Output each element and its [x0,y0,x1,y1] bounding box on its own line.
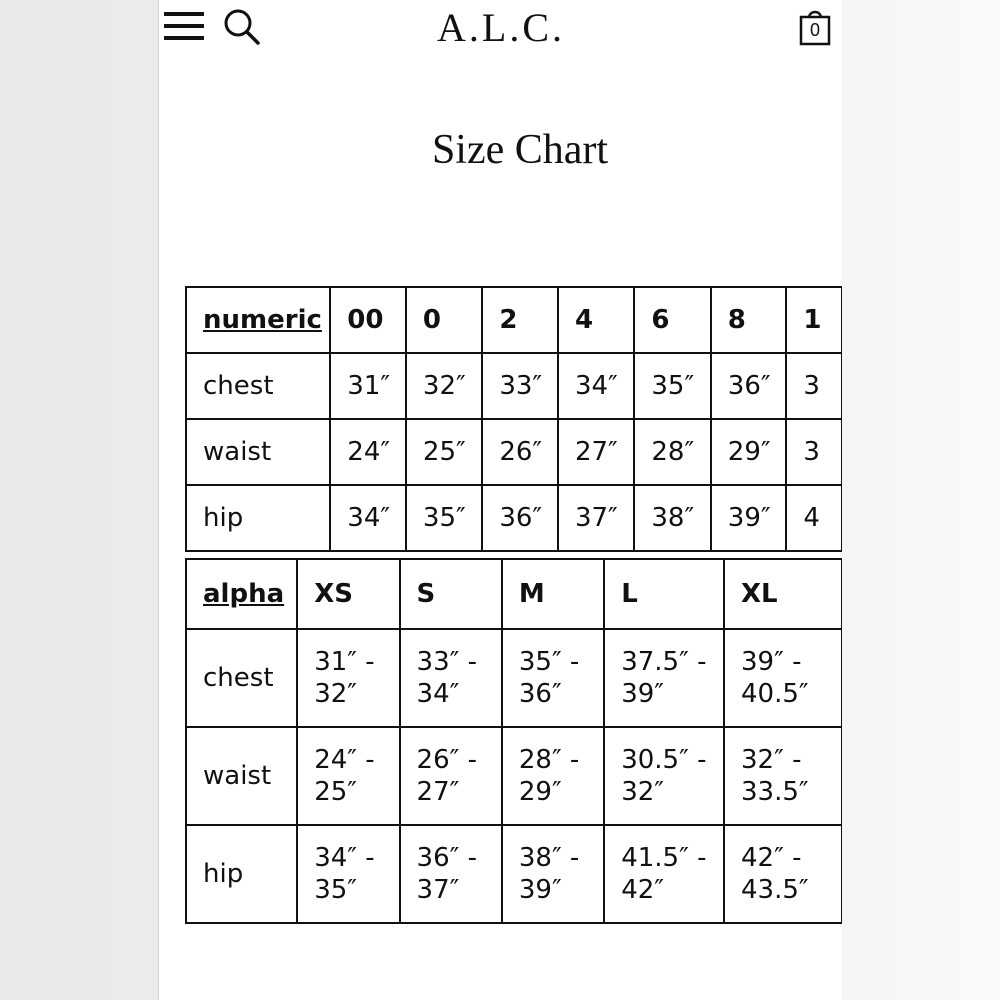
measurement-label: hip [186,485,330,551]
table-cell: 37.5″ - 39″ [604,629,724,727]
size-header: 2 [482,287,558,353]
table-cell: 26″ [482,419,558,485]
table-row [186,629,842,727]
table-cell: 26″ - 27″ [400,727,502,825]
table-cell: 35″ [406,485,482,551]
table-cell: 34″ [558,353,634,419]
table-cell: 30.5″ - 32″ [604,727,724,825]
table-cell: 31″ - 32″ [297,629,399,727]
table-cell: 25″ [406,419,482,485]
table-cell: 24″ - 25″ [297,727,399,825]
table-cell: 39″ [711,485,787,551]
table-cell: 33″ [482,353,558,419]
table-cell: 32″ [406,353,482,419]
table-cell: 3 [786,419,842,485]
brand-logo[interactable]: A.L.C. [437,5,565,50]
numeric-size-table [185,286,843,552]
table-cell: 27″ [558,419,634,485]
size-header: XL [724,559,842,629]
table-row [186,727,842,825]
size-header: L [604,559,724,629]
table-cell: 36″ [482,485,558,551]
shopping-bag-icon[interactable] [799,6,831,46]
table-cell: 36″ [711,353,787,419]
table-cell: 38″ [634,485,710,551]
table-cell: 37″ [558,485,634,551]
table-cell: 34″ - 35″ [297,825,399,923]
size-header: XS [297,559,399,629]
size-header: 4 [558,287,634,353]
alpha-size-table [185,558,843,924]
size-header: S [400,559,502,629]
size-header: 1 [786,287,842,353]
table-cell: 3 [786,353,842,419]
measurement-label: hip [186,825,297,923]
table-header-row [186,559,842,629]
table-cell: 4 [786,485,842,551]
table-row [186,419,842,485]
page-title: Size Chart [431,127,609,173]
table-cell: 32″ - 33.5″ [724,727,842,825]
cart-count: 0 [809,20,820,40]
size-header: 00 [330,287,406,353]
size-chart-page [158,0,843,1000]
table-cell: 31″ [330,353,406,419]
measurement-label: waist [186,419,330,485]
table-header-row [186,287,842,353]
table-cell: 29″ [711,419,787,485]
table-cell: 36″ - 37″ [400,825,502,923]
size-header: 0 [406,287,482,353]
table-cell: 34″ [330,485,406,551]
measurement-label: chest [186,629,297,727]
table-row [186,485,842,551]
table-cell: 42″ - 43.5″ [724,825,842,923]
measurement-label: waist [186,727,297,825]
table-cell: 39″ - 40.5″ [724,629,842,727]
table-cell: 33″ - 34″ [400,629,502,727]
numeric-header-label: numeric [186,287,330,353]
table-cell: 24″ [330,419,406,485]
table-row [186,353,842,419]
alpha-header-label: alpha [186,559,297,629]
measurement-label: chest [186,353,330,419]
table-cell: 28″ - 29″ [502,727,604,825]
size-header: 8 [711,287,787,353]
table-cell: 35″ [634,353,710,419]
table-cell: 28″ [634,419,710,485]
size-header: M [502,559,604,629]
table-cell: 35″ - 36″ [502,629,604,727]
table-cell: 41.5″ - 42″ [604,825,724,923]
page-margin-right [842,0,1000,1000]
size-header: 6 [634,287,710,353]
table-row [186,825,842,923]
table-cell: 38″ - 39″ [502,825,604,923]
